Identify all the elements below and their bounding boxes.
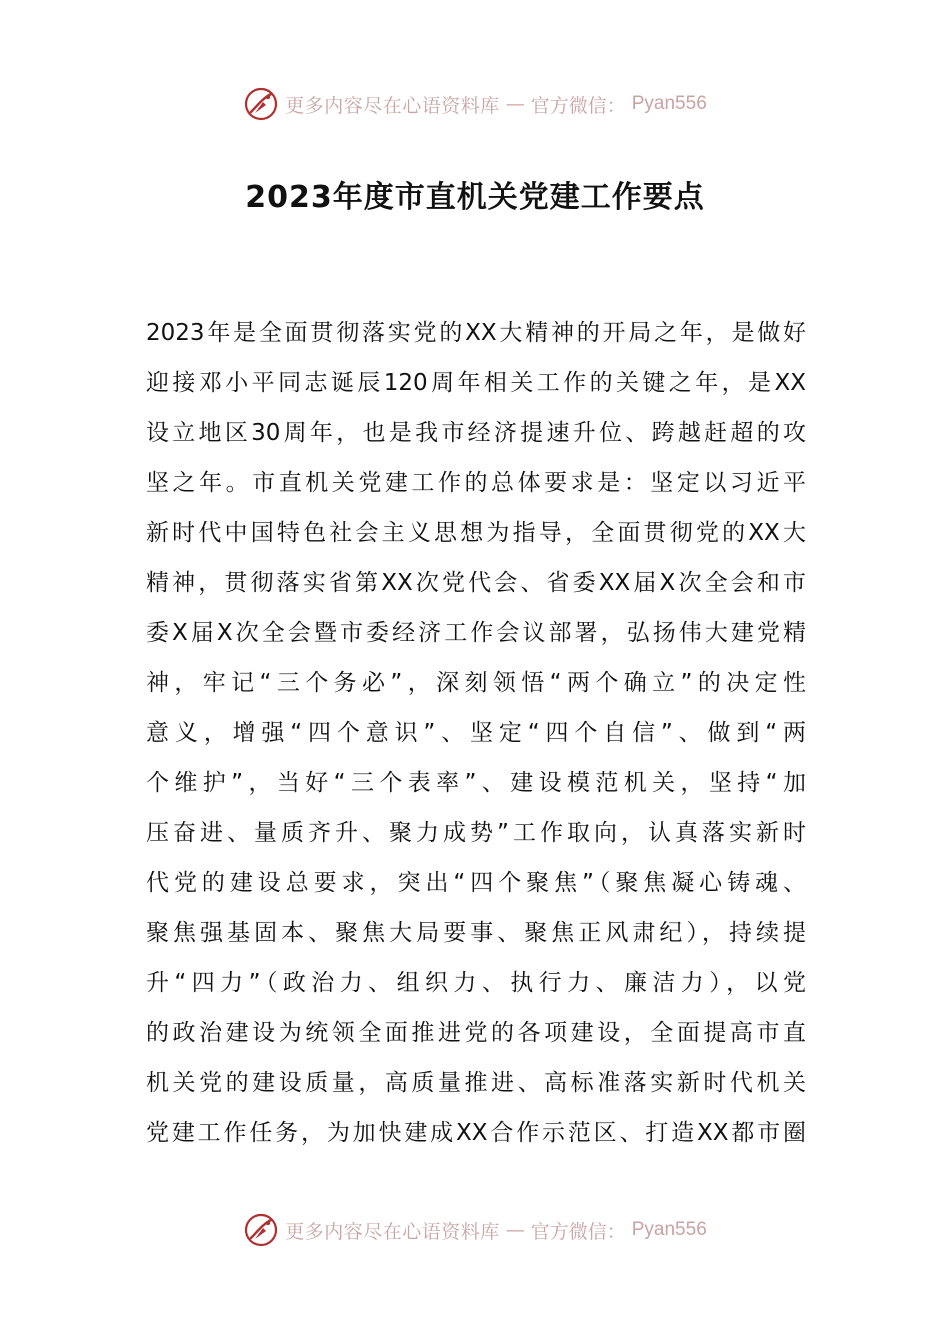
body-line: 精神，贯彻落实省第XX次党代会、省委XX届X次全会和市 xyxy=(146,570,806,596)
banner-wechat-id: Pyan556 xyxy=(631,93,707,114)
banner-text: 更多内容尽在心语资料库 xyxy=(285,94,500,117)
body-line: 意义，增强“四个意识”、坚定“四个自信”、做到“两 xyxy=(146,720,806,746)
body-line: 机关党的建设质量，高质量推进、高标准落实新时代机关 xyxy=(146,1070,806,1096)
body-line: 升“四力”（政治力、组织力、执行力、廉洁力），以党 xyxy=(146,970,806,996)
body-line: 党建工作任务，为加快建成XX合作示范区、打造XX都市圈 xyxy=(146,1120,806,1146)
document-title: 2023年度市直机关党建工作要点 xyxy=(245,180,705,215)
body-line: 个维护”，当好“三个表率”、建设模范机关，坚持“加 xyxy=(146,770,806,796)
body-line: 新时代中国特色社会主义思想为指导，全面贯彻党的XX大 xyxy=(146,520,806,546)
body-line: 压奋进、量质齐升、聚力成势”工作取向，认真落实新时 xyxy=(146,820,806,846)
document-body xyxy=(146,308,806,1158)
body-line: 神，牢记“三个务必”，深刻领悟“两个确立”的决定性 xyxy=(146,670,806,696)
banner-wechat-label: 官方微信： xyxy=(530,1220,626,1243)
body-line: 聚焦强基固本、聚焦大局要事、聚焦正风肃纪），持续提 xyxy=(146,920,806,946)
header-watermark-banner xyxy=(0,82,950,126)
footer-watermark-banner xyxy=(0,1208,950,1252)
body-line: 设立地区30周年，也是我市经济提速升位、跨越赶超的攻 xyxy=(146,420,806,446)
pen-logo-icon xyxy=(243,86,279,122)
banner-text: 更多内容尽在心语资料库 xyxy=(285,1220,500,1243)
body-line: 的政治建设为统领全面推进党的各项建设，全面提高市直 xyxy=(146,1020,806,1046)
body-line: 迎接邓小平同志诞辰120周年相关工作的关键之年，是XX xyxy=(146,370,806,396)
body-line: 代党的建设总要求，突出“四个聚焦”（聚焦凝心铸魂、 xyxy=(146,870,806,896)
pen-logo-icon xyxy=(243,1212,279,1248)
banner-wechat-id: Pyan556 xyxy=(631,1219,707,1240)
body-line: 坚之年。市直机关党建工作的总体要求是：坚定以习近平 xyxy=(146,470,806,496)
banner-wechat-label: 官方微信： xyxy=(530,94,626,117)
body-line: 2023年是全面贯彻落实党的XX大精神的开局之年，是做好 xyxy=(146,320,806,346)
body-line: 委X届X次全会暨市委经济工作会议部署，弘扬伟大建党精 xyxy=(146,620,806,646)
banner-separator: — xyxy=(505,93,525,115)
banner-separator: — xyxy=(505,1219,525,1241)
